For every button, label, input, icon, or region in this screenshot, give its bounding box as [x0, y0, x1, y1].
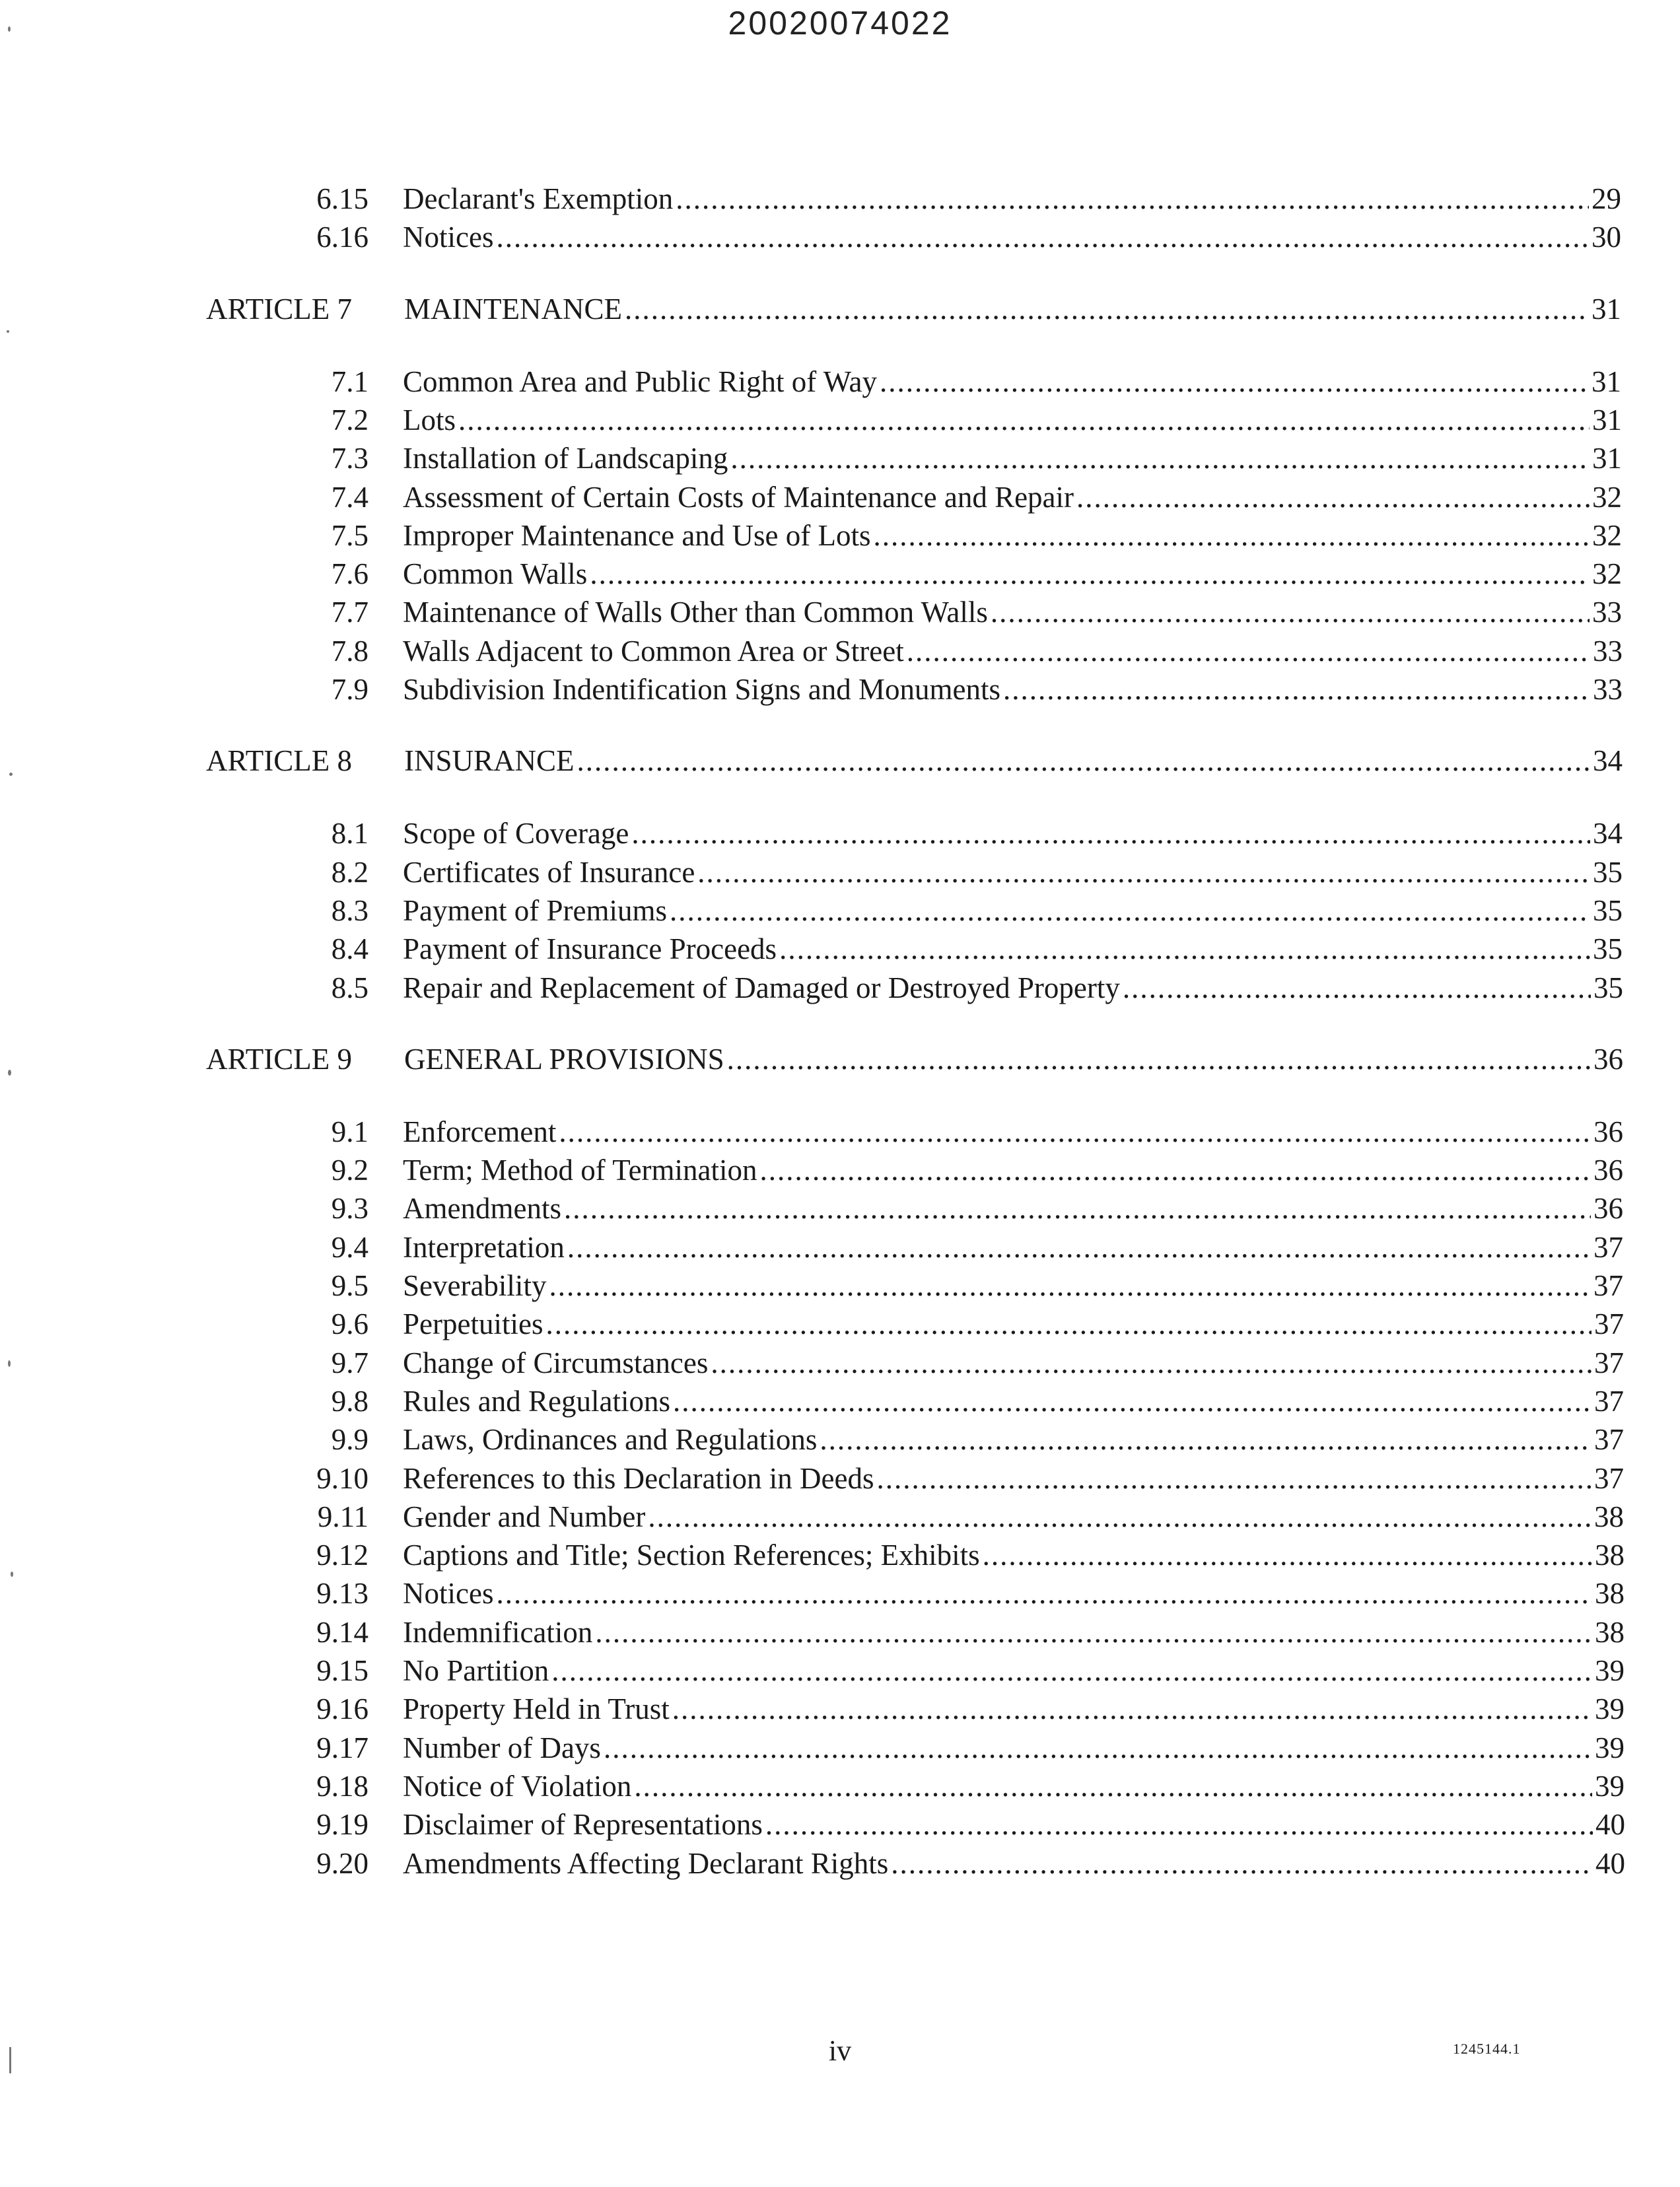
- toc-title: Scope of Coverage: [403, 817, 629, 850]
- dot-leader: [820, 1420, 1592, 1459]
- toc-page-number: 29: [1592, 182, 1621, 215]
- toc-page-number: 37: [1593, 1269, 1623, 1302]
- scan-speck: [7, 330, 9, 333]
- toc-entry: [243, 969, 1623, 1007]
- toc-page-number: 35: [1593, 971, 1623, 1004]
- toc-page-number: 34: [1593, 817, 1623, 850]
- dot-leader: [590, 555, 1590, 593]
- toc-entry: [243, 632, 1623, 670]
- toc-entry: [243, 1536, 1625, 1574]
- toc-page-number: 35: [1593, 893, 1623, 927]
- toc-entry: [243, 1805, 1625, 1844]
- toc-entry: [243, 1613, 1625, 1651]
- toc-entry: [243, 1844, 1625, 1883]
- toc-title: Captions and Title; Section References; Exhibits: [403, 1539, 980, 1572]
- toc-page-number: 40: [1595, 1808, 1625, 1842]
- toc-title: Enforcement: [403, 1115, 557, 1148]
- toc-entry: [243, 1574, 1625, 1613]
- toc-number: 9.1: [331, 1115, 368, 1148]
- toc-entry: [243, 891, 1623, 930]
- toc-page-number: 34: [1593, 744, 1623, 778]
- toc-title: Number of Days: [403, 1731, 601, 1764]
- toc-number: 7.1: [331, 364, 368, 398]
- toc-number: 9.19: [316, 1808, 368, 1842]
- toc-entry: [243, 1420, 1624, 1459]
- toc-page-number: 36: [1593, 1192, 1623, 1226]
- toc-page-number: 35: [1593, 855, 1623, 889]
- dot-leader: [458, 401, 1590, 439]
- toc-page-number: 37: [1593, 1230, 1623, 1264]
- toc-number: 7.5: [331, 518, 368, 552]
- toc-page-number: 39: [1595, 1769, 1625, 1803]
- dot-leader: [874, 516, 1590, 555]
- toc-page-number: 38: [1595, 1539, 1625, 1572]
- toc-entry: [243, 1767, 1625, 1805]
- toc-number: 9.17: [316, 1731, 368, 1764]
- toc-entry: [243, 1729, 1625, 1767]
- toc-title: References to this Declaration in Deeds: [403, 1461, 874, 1495]
- dot-leader: [991, 593, 1590, 631]
- dot-leader: [779, 930, 1590, 968]
- toc-title: Payment of Insurance Proceeds: [403, 932, 777, 966]
- toc-article: [206, 290, 1621, 328]
- toc-title: Lots: [403, 403, 456, 436]
- toc-entry: [243, 555, 1622, 593]
- toc-number: 7.7: [331, 596, 368, 629]
- toc-entry: [243, 1267, 1623, 1305]
- toc-number: 8.2: [331, 855, 368, 889]
- dot-leader: [1123, 969, 1591, 1007]
- dot-leader: [559, 1113, 1591, 1151]
- dot-leader: [907, 632, 1590, 670]
- dot-leader: [634, 1767, 1592, 1805]
- toc-number: 9.14: [316, 1615, 368, 1649]
- toc-title: Disclaimer of Representations: [403, 1808, 763, 1842]
- toc-entry: [243, 1382, 1624, 1420]
- page-number: iv: [828, 2034, 852, 2067]
- toc-number: 9.7: [331, 1346, 368, 1379]
- toc-entry: [243, 853, 1623, 891]
- toc-article: [206, 1040, 1623, 1078]
- toc-entry: [243, 930, 1623, 968]
- toc-number: 9.2: [331, 1154, 368, 1187]
- toc-entry: [243, 670, 1623, 709]
- toc-entry: [243, 1498, 1624, 1536]
- dot-leader: [673, 1382, 1592, 1420]
- toc-page-number: 31: [1592, 442, 1622, 475]
- scan-speck: [9, 2047, 11, 2073]
- toc-page-number: 37: [1594, 1384, 1624, 1418]
- toc-title: Notices: [403, 221, 494, 254]
- toc-number: 7.4: [331, 480, 368, 514]
- toc-entry: [243, 401, 1622, 439]
- toc-entry: [243, 516, 1622, 555]
- toc-entry: [243, 180, 1621, 218]
- dot-leader: [876, 1459, 1592, 1498]
- toc-number: 6.15: [316, 182, 368, 215]
- toc-entry: [243, 1151, 1623, 1189]
- toc-title: Improper Maintenance and Use of Lots: [403, 518, 871, 552]
- toc-page-number: 33: [1593, 673, 1623, 706]
- toc-title: Repair and Replacement of Damaged or Destroyed Property: [403, 971, 1120, 1004]
- toc-title: Common Walls: [403, 557, 588, 591]
- toc-entry: [243, 478, 1622, 516]
- toc-title: Maintenance of Walls Other than Common Walls: [403, 596, 988, 629]
- toc-number: 9.20: [316, 1846, 368, 1880]
- toc-page-number: 36: [1593, 1042, 1623, 1076]
- toc-page-number: 38: [1595, 1577, 1625, 1611]
- toc-page-number: 31: [1592, 292, 1621, 326]
- toc-number: 9.16: [316, 1692, 368, 1726]
- dot-leader: [697, 853, 1590, 891]
- toc-number: 9.18: [316, 1769, 368, 1803]
- toc-number: 9.4: [331, 1230, 368, 1264]
- toc-number: 9.15: [316, 1654, 368, 1687]
- toc-number: ARTICLE 9: [206, 1042, 353, 1076]
- toc-page-number: 39: [1595, 1731, 1625, 1764]
- toc-entry: [243, 814, 1623, 852]
- dot-leader: [496, 218, 1589, 256]
- toc-number: 9.13: [316, 1577, 368, 1611]
- dot-leader: [577, 742, 1590, 780]
- dot-leader: [648, 1498, 1592, 1536]
- toc-page-number: 33: [1592, 596, 1622, 629]
- toc-page-number: 37: [1594, 1423, 1624, 1457]
- toc-number: 9.5: [331, 1269, 368, 1302]
- dot-leader: [551, 1651, 1592, 1690]
- dot-leader: [564, 1189, 1591, 1228]
- dot-leader: [1003, 670, 1590, 709]
- dot-leader: [625, 290, 1589, 328]
- toc-number: 9.3: [331, 1192, 368, 1226]
- dot-leader: [711, 1344, 1592, 1382]
- toc-title: Property Held in Trust: [403, 1692, 670, 1726]
- toc-page-number: 37: [1594, 1461, 1624, 1495]
- scan-speck: [8, 1360, 11, 1367]
- toc-page-number: 39: [1595, 1692, 1625, 1726]
- dot-leader: [983, 1536, 1592, 1574]
- toc-title: Gender and Number: [403, 1500, 646, 1533]
- toc-title: Interpretation: [403, 1230, 565, 1264]
- toc-page-number: 32: [1592, 480, 1622, 514]
- dot-leader: [727, 1040, 1591, 1078]
- toc-title: Amendments Affecting Declarant Rights: [403, 1846, 889, 1880]
- toc-number: 9.12: [316, 1539, 368, 1572]
- toc-title: Common Area and Public Right of Way: [403, 364, 877, 398]
- toc-page-number: 31: [1592, 403, 1622, 436]
- document-id: 1245144.1: [1453, 2040, 1521, 2057]
- toc-number: 7.3: [331, 442, 368, 475]
- toc-number: 7.2: [331, 403, 368, 436]
- toc-title: Assessment of Certain Costs of Maintenance and Repair: [403, 480, 1074, 514]
- toc-number: 7.9: [331, 673, 368, 706]
- toc-entry: [243, 218, 1621, 256]
- toc-page-number: 37: [1594, 1346, 1624, 1379]
- scan-speck: [11, 1572, 13, 1577]
- toc-number: 9.6: [331, 1307, 368, 1341]
- toc-title: Notice of Violation: [403, 1769, 632, 1803]
- toc-title: Indemnification: [403, 1615, 593, 1649]
- dot-leader: [672, 1690, 1592, 1728]
- toc-entry: [243, 1189, 1623, 1228]
- toc-entry: [243, 1228, 1623, 1267]
- toc-page-number: 31: [1592, 364, 1621, 398]
- toc-number: ARTICLE 8: [206, 744, 353, 778]
- toc-article: [206, 742, 1623, 780]
- toc-entry: [243, 1459, 1624, 1498]
- scan-speck: [9, 773, 13, 776]
- toc-number: 7.6: [331, 557, 368, 591]
- toc-entry: [243, 1113, 1623, 1151]
- dot-leader: [545, 1305, 1592, 1343]
- dot-leader: [891, 1844, 1593, 1883]
- toc-entry: [243, 439, 1622, 477]
- toc-page-number: 37: [1594, 1307, 1624, 1341]
- toc-entry: [243, 593, 1622, 631]
- toc-title: Installation of Landscaping: [403, 442, 728, 475]
- toc-number: 9.8: [331, 1384, 368, 1418]
- scan-speck: [8, 26, 11, 32]
- dot-leader: [567, 1228, 1591, 1267]
- document-number: 20020074022: [728, 5, 952, 42]
- toc-entry: [243, 1305, 1624, 1343]
- toc-number: 8.3: [331, 893, 368, 927]
- toc-title: Subdivision Indentification Signs and Monuments: [403, 673, 1000, 706]
- toc-title: MAINTENANCE: [404, 292, 622, 326]
- toc-page-number: 38: [1594, 1500, 1624, 1533]
- toc-title: Notices: [403, 1577, 494, 1611]
- dot-leader: [880, 363, 1589, 401]
- toc-title: Change of Circumstances: [403, 1346, 709, 1379]
- toc-title: Certificates of Insurance: [403, 855, 695, 889]
- toc-page-number: 36: [1593, 1154, 1623, 1187]
- toc-page-number: 32: [1592, 518, 1622, 552]
- toc-page-number: 38: [1595, 1615, 1625, 1649]
- toc-page-number: 39: [1595, 1654, 1625, 1687]
- toc-title: Laws, Ordinances and Regulations: [403, 1423, 818, 1457]
- toc-title: GENERAL PROVISIONS: [404, 1042, 724, 1076]
- toc-title: Severability: [403, 1269, 547, 1302]
- toc-page-number: 35: [1593, 932, 1623, 966]
- dot-leader: [604, 1729, 1592, 1767]
- toc-number: 8.5: [331, 971, 368, 1004]
- dot-leader: [496, 1574, 1592, 1613]
- toc-page-number: 36: [1593, 1115, 1623, 1148]
- dot-leader: [670, 891, 1590, 930]
- toc-number: 8.1: [331, 817, 368, 850]
- toc-number: 9.10: [316, 1461, 368, 1495]
- toc-entry: [243, 1344, 1624, 1382]
- dot-leader: [1076, 478, 1590, 516]
- dot-leader: [676, 180, 1589, 218]
- toc-title: Walls Adjacent to Common Area or Street: [403, 634, 904, 668]
- toc-title: Rules and Regulations: [403, 1384, 670, 1418]
- toc-number: ARTICLE 7: [206, 292, 353, 326]
- toc-number: 7.8: [331, 634, 368, 668]
- toc-title: INSURANCE: [404, 744, 575, 778]
- dot-leader: [730, 439, 1590, 477]
- toc-title: Payment of Premiums: [403, 893, 667, 927]
- toc-page-number: 40: [1595, 1846, 1625, 1880]
- toc-number: 6.16: [316, 221, 368, 254]
- toc-number: 8.4: [331, 932, 368, 966]
- toc-entry: [243, 363, 1621, 401]
- toc-entry: [243, 1651, 1625, 1690]
- toc-title: Perpetuities: [403, 1307, 543, 1341]
- toc-page-number: 30: [1592, 221, 1621, 254]
- toc-title: Term; Method of Termination: [403, 1154, 757, 1187]
- dot-leader: [595, 1613, 1592, 1651]
- dot-leader: [549, 1267, 1591, 1305]
- dot-leader: [760, 1151, 1591, 1189]
- toc-number: 9.9: [331, 1423, 368, 1457]
- toc-entry: [243, 1690, 1625, 1728]
- dot-leader: [631, 814, 1590, 852]
- toc-page-number: 33: [1593, 634, 1623, 668]
- toc-title: Declarant's Exemption: [403, 182, 674, 215]
- toc-page-number: 32: [1592, 557, 1622, 591]
- toc-title: Amendments: [403, 1192, 561, 1226]
- toc-title: No Partition: [403, 1654, 549, 1687]
- toc-number: 9.11: [317, 1500, 368, 1533]
- scan-speck: [8, 1070, 11, 1076]
- dot-leader: [765, 1805, 1593, 1844]
